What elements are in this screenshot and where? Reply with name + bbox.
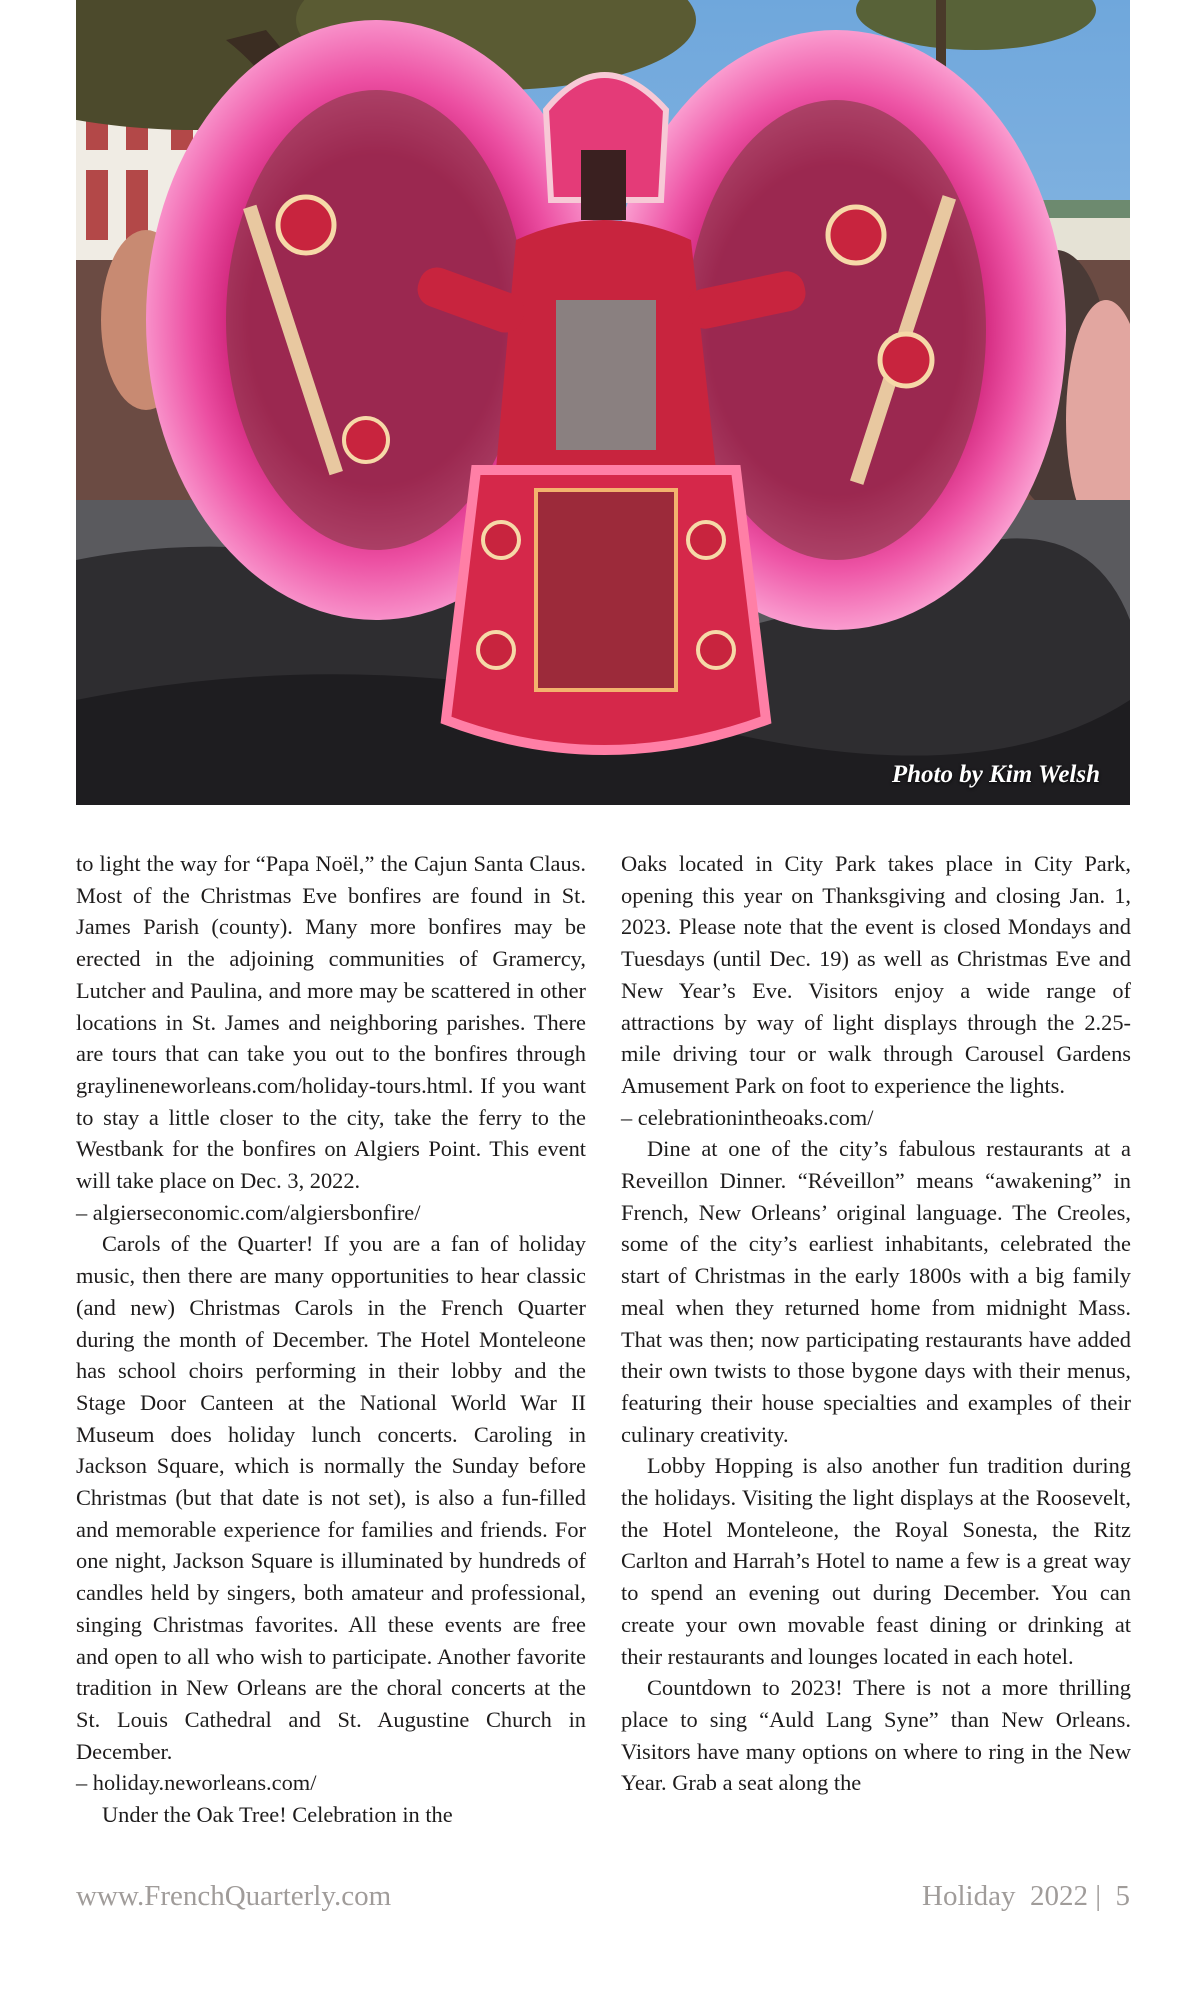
paragraph-celebration-oaks: Oaks located in City Park takes place in City Park, opening this year on Thanksgiving and closing Jan. 1, 2023. Please note that the event is closed Mondays and Tuesdays (until Dec. 19) as well as Christmas Eve and New Year’s Eve. Visitors enjoy a wide range of attractions by way of light displays through the 2.25-mile driving tour or walk through Carousel Gardens Amusement Park on foot to experience the lights. bbox=[621, 851, 1131, 1098]
paragraph-countdown: Countdown to 2023! There is not a more thrilling place to sing “Auld Lang Syne” than New Orleans. Visitors have many options on where to ring in the New Year. Grab a seat along the bbox=[621, 1675, 1131, 1796]
link-holiday-neworleans: – holiday.neworleans.com/ bbox=[76, 1770, 317, 1796]
paragraph-bonfires: to light the way for “Papa Noël,” the Cajun Santa Claus. Most of the Christmas Eve bonfires are found in St. James Parish (county). Many more bonfires may be erected in the adjoining communities of Gramercy, Lutcher and Paulina, and more may be scattered in other locations in St. James and neighboring parishes. There are tours that can take you out to the bonfires through graylineneworleans.com/holiday-tours.html. If you want to stay a little closer to the city, take the ferry to the Westbank for the bonfires on Algiers Point. This event will take place on Dec. 3, 2022. bbox=[76, 851, 586, 1194]
article-column-left bbox=[76, 848, 586, 1831]
article-column-right bbox=[621, 848, 1131, 1799]
link-celebration-oaks: – celebrationintheoaks.com/ bbox=[621, 1104, 874, 1130]
page-footer bbox=[76, 1880, 1130, 1920]
photo-illustration bbox=[76, 0, 1130, 805]
paragraph-reveillon: Dine at one of the city’s fabulous restaurants at a Reveillon Dinner. “Réveillon” means “awakening” in French, New Orleans’ original language. The Creoles, some of the city’s earliest inhabitants, celebrated the start of Christmas in the early 1800s with a big family meal when they returned home from midnight Mass. That was then; now participating restaurants have added their own twists to those bygone days with their menus, featuring their house specialties and examples of their culinary creativity. bbox=[621, 1136, 1131, 1447]
paragraph-oak-tree: Under the Oak Tree! Celebration in the bbox=[102, 1802, 453, 1828]
feature-photo bbox=[76, 0, 1130, 805]
paragraph-lobby-hopping: Lobby Hopping is also another fun tradition during the holidays. Visiting the light displays at the Roosevelt, the Hotel Monteleone, the Royal Sonesta, the Ritz Carlton and Harrah’s Hotel to name a few is a great way to spend an evening out during December. You can create your own movable feast dining or drinking at their restaurants and lounges located in each hotel. bbox=[621, 1453, 1131, 1669]
footer-issue-page: Holiday 2022 | 5 bbox=[922, 1880, 1130, 1912]
photo-credit: Photo by Kim Welsh bbox=[891, 761, 1100, 788]
paragraph-carols: Carols of the Quarter! If you are a fan of holiday music, then there are many opportunities to hear classic (and new) Christmas Carols in the French Quarter during the month of December. The Hotel Monteleone has school choirs performing in their lobby and the Stage Door Canteen at the National World War II Museum does holiday lunch concerts. Caroling in Jackson Square, which is normally the Sunday before Christmas (but that date is not set), is also a fun-filled and memorable experience for families and friends. For one night, Jackson Square is illuminated by hundreds of candles held by singers, both amateur and professional, singing Christmas favorites. All these events are free and open to all who wish to participate. Another favorite tradition in New Orleans are the choral concerts at the St. Louis Cathedral and St. Augustine Church in December. bbox=[76, 1231, 586, 1764]
link-algiers-bonfire: – algierseconomic.com/algiersbonfire/ bbox=[76, 1199, 421, 1225]
footer-website: www.FrenchQuarterly.com bbox=[76, 1880, 392, 1912]
